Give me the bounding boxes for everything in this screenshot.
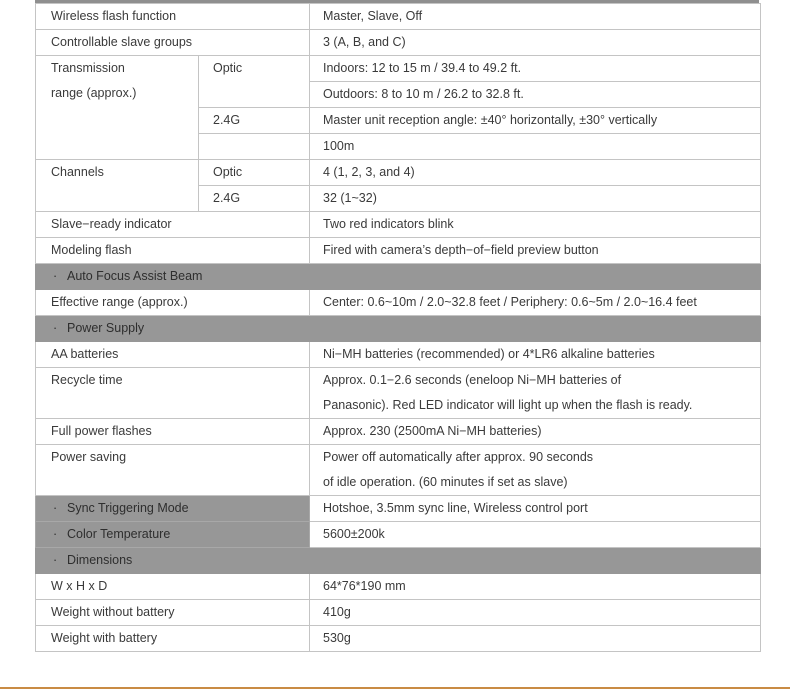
table-row-color-temperature [36,522,761,548]
table-row-aa-batteries [36,342,761,368]
row-label: Weight with battery [36,626,310,652]
row-value: 410g [310,600,761,626]
row-value: 530g [310,626,761,652]
row-value: Outdoors: 8 to 10 m / 26.2 to 32.8 ft. [310,82,761,108]
section-title [36,316,761,342]
row-value: Master unit reception angle: ±40° horizontally, ±30° vertically [310,108,761,134]
table-row-channels [36,160,761,186]
row-label: Full power flashes [36,419,310,445]
optic-sublabel: Optic [199,56,310,108]
table-row-modeling-flash [36,238,761,264]
value-line: Approx. 0.1−2.6 seconds (eneloop Ni−MH batteries of [323,373,622,387]
section-label: Power Supply [67,321,145,335]
row-value: Indoors: 12 to 15 m / 39.4 to 49.2 ft. [310,56,761,82]
table-row-full-power-flashes [36,419,761,445]
value-line: Panasonic). Red LED indicator will light up when the flash is ready. [323,398,693,412]
bullet-icon: · [53,269,58,283]
table-row-power-saving [36,445,761,496]
g24-sublabel: 2.4G [199,186,310,212]
row-label: Slave−ready indicator [36,212,310,238]
table-row-transmission-range [36,56,761,82]
table-row-sync-triggering-mode [36,496,761,522]
row-value [310,445,761,496]
value-line: of idle operation. (60 minutes if set as slave) [323,475,568,489]
row-value: 5600±200k [310,522,761,548]
row-value: Two red indicators blink [310,212,761,238]
table-row-controllable-slave-groups [36,30,761,56]
table-row-effective-range [36,290,761,316]
row-label: Recycle time [36,368,310,419]
value-line: Power off automatically after approx. 90 seconds [323,450,594,464]
section-header-af-assist [36,264,761,290]
row-value: 3 (A, B, and C) [310,30,761,56]
bottom-divider [0,687,790,689]
optic-sublabel: Optic [199,160,310,186]
section-title [36,548,761,574]
row-label: Power saving [36,445,310,496]
empty-sublabel [199,134,310,160]
row-label: Effective range (approx.) [36,290,310,316]
row-value: Ni−MH batteries (recommended) or 4*LR6 alkaline batteries [310,342,761,368]
row-label: AA batteries [36,342,310,368]
row-value [310,368,761,419]
label-line: Transmission [51,61,125,75]
table-row-wxhxd [36,574,761,600]
section-title [36,264,761,290]
section-header-dimensions [36,548,761,574]
g24-sublabel: 2.4G [199,108,310,134]
row-label: Controllable slave groups [36,30,310,56]
row-value: 64*76*190 mm [310,574,761,600]
row-label: Modeling flash [36,238,310,264]
spec-table [35,3,761,652]
row-label: Weight without battery [36,600,310,626]
row-value: 32 (1~32) [310,186,761,212]
transmission-range-label [36,56,199,160]
row-value: Master, Slave, Off [310,4,761,30]
row-label: W x H x D [36,574,310,600]
bullet-icon: · [53,321,58,335]
section-header-power-supply [36,316,761,342]
table-row-weight-with-battery [36,626,761,652]
section-label: Dimensions [67,553,133,567]
section-label: Sync Triggering Mode [67,501,189,515]
bullet-icon: · [53,527,58,541]
section-label: Color Temperature [67,527,171,541]
table-row-recycle-time [36,368,761,419]
section-title [36,496,310,522]
channels-label: Channels [36,160,199,212]
table-row-wireless-flash-function [36,4,761,30]
row-value: 100m [310,134,761,160]
table-row-slave-ready-indicator [36,212,761,238]
bullet-icon: · [53,501,58,515]
section-title [36,522,310,548]
row-value: Center: 0.6~10m / 2.0~32.8 feet / Periphery: 0.6~5m / 2.0~16.4 feet [310,290,761,316]
row-value: Approx. 230 (2500mA Ni−MH batteries) [310,419,761,445]
bullet-icon: · [53,553,58,567]
row-value: Fired with camera’s depth−of−field preview button [310,238,761,264]
row-value: Hotshoe, 3.5mm sync line, Wireless control port [310,496,761,522]
row-label: Wireless flash function [36,4,310,30]
table-row-weight-without-battery [36,600,761,626]
section-label: Auto Focus Assist Beam [67,269,203,283]
label-line: range (approx.) [51,86,137,100]
row-value: 4 (1, 2, 3, and 4) [310,160,761,186]
